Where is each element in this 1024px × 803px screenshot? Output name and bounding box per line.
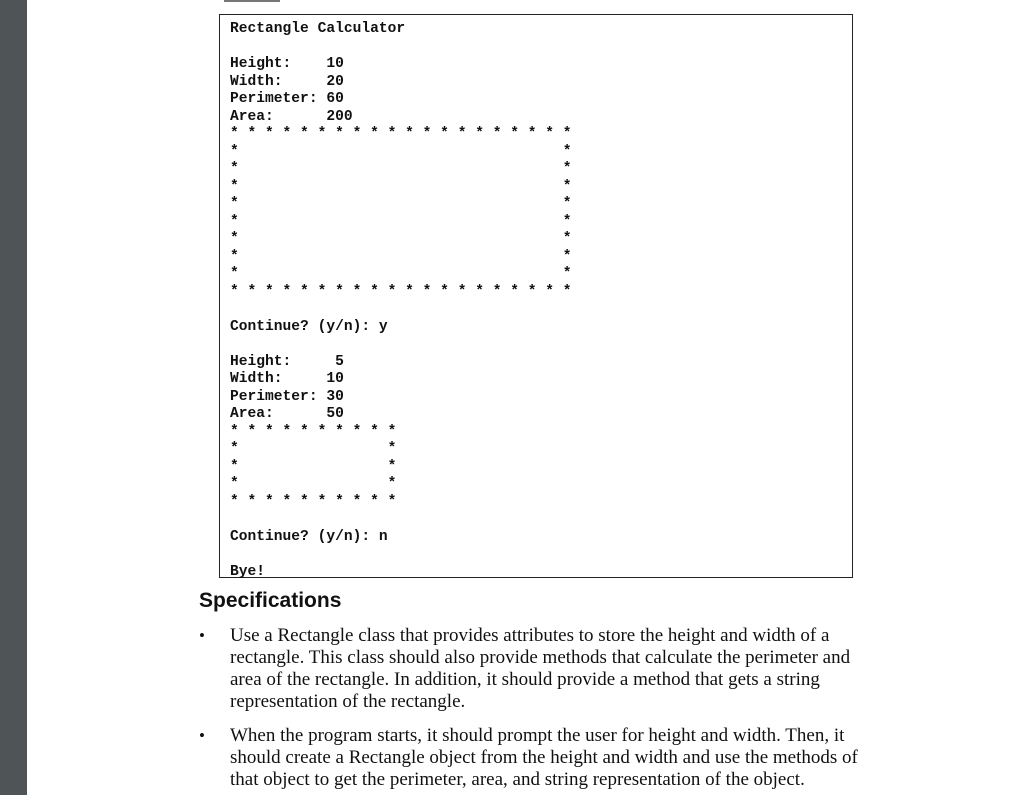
- specification-text: Use a Rectangle class that provides attributes to store the height and width of a rectangle. This class should also provide methods that calculate the perimeter and area of the rectangle. In addition, it should provide a method that gets a string representation of the rectangle.: [230, 625, 851, 712]
- viewer-left-gutter: [0, 0, 27, 795]
- specifications-heading: Specifications: [199, 589, 342, 612]
- bullet-icon: •: [199, 626, 205, 645]
- specification-text: When the program starts, it should prompt the user for height and width. Then, it should create a Rectangle object from the height and width and use the methods of that object to get the perimeter, area, and string representation of the object.: [230, 725, 858, 790]
- specifications-list: [199, 625, 869, 803]
- list-item: [199, 625, 869, 713]
- bullet-icon: •: [199, 726, 205, 745]
- console-output-text: Rectangle Calculator Height: 10 Width: 20 Perimeter: 60 Area: 200 * * * * * * * * * * * * * * * * * * * * * * * * * * * * * * * * * * * * * * * * * * * * * * * * * * * * * * * * Continue? (y/n): y Height: 5 Width: 10 Perimeter: 30 Area: 50 * * * * * * * * * * * * * * * * * * * * * * * * * * Continue? (y/n): n Bye!: [230, 21, 572, 580]
- previous-page-text-fragment: [224, 0, 280, 2]
- list-item: [199, 725, 869, 791]
